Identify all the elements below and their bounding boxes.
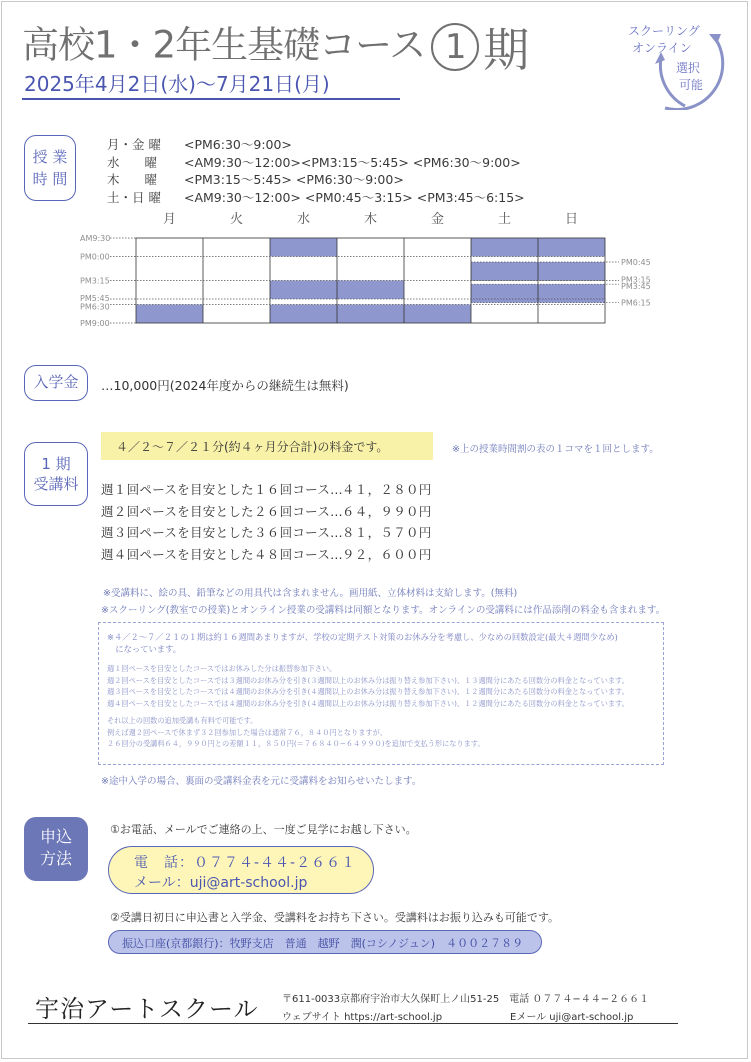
fee-note-materials: ※受講料に、絵の具、鉛筆などの用具代は含まれません。画用紙、立体材料は支給します。(無料) [103,588,518,599]
fee-price: ８１，５７０円 [342,525,432,540]
term-dates: 2025年4月2日(水)〜7月21日(月) [24,72,330,96]
section-label-apply: 申込 方法 [24,817,88,881]
time-label-right: PM6:15 [621,298,651,308]
schedule-row [107,170,525,188]
section-label-lessons: 授 業 時 間 [24,135,76,201]
fee-row [101,523,432,545]
weekday-label: 金 [430,212,445,227]
time-label-left: PM9:00 [80,319,110,328]
time-label-left: PM6:30 [80,302,110,312]
school-website[interactable]: ウェブサイト https://art-school.jp [282,1012,443,1023]
fee-price: ９２，６００円 [342,546,432,562]
timetable-block [471,262,538,280]
fee-price: ６４，９９０円 [342,503,432,519]
schedule-days: 土・日 曜 [107,189,161,205]
fee-side-note: ※上の授業時間割の表の１コマを１回とします。 [452,444,659,455]
option-scholing: スクーリング [628,24,700,38]
time-label-left: PM5:45 [80,293,110,303]
option-online: オンライン [632,41,692,55]
fee-period-text: ４／２〜７／２１分(約４ヶ月分合計)の料金です。 [116,440,389,454]
admission-fee: …10,000円(2024年度からの継続生は無料) [101,378,349,393]
schedule-row [107,153,525,171]
fee-detail-line: 週４回ペースを目安としたコースでは４週間のお休み分を引き(４週間以上のお休み分は振り替え参加下さい)、１２週間分にあたる回数分の料金となっています。 [107,698,629,708]
fee-note-online: ※スクーリング(教室での授業)とオンライン授業の受講料は同額となります。オンラインの受講料には作品添削の料金も含まれます。 [101,605,666,616]
timetable-block [270,238,337,256]
schedule-days: 月・金 曜 [107,137,161,152]
school-address: 〒611-0033京都府宇治市大久保町上ノ山51-25 電話 ０７７４−４４−２６６１ [282,994,650,1005]
timetable-block [337,281,404,299]
timetable-block [270,305,337,323]
fee-price: ４１，２８０円 [342,482,432,497]
footer-line [28,1023,678,1024]
schedule-days: 水 曜 [107,154,158,170]
section-label-admission: 入学金 [24,365,88,401]
apply-step2: ②受講日初日に申込書と入学金、受講料をお持ち下さい。受講料はお振り込みも可能です。 [110,911,559,924]
timetable-block [471,238,538,256]
fee-row [101,545,432,567]
fee-course: 週２回ペースを目安とした２６回コース… [101,503,343,519]
school-name: 宇治アートスクール [35,995,259,1023]
email-address[interactable]: メール：uji@art-school.jp [134,875,308,891]
schedule-times: <AM9:30〜12:00> <PM0:45〜3:15> <PM3:45〜6:15> [184,189,525,205]
fee-course: 週４回ペースを目安とした４８回コース… [101,546,343,562]
fee-detail-line: 週１回ペースを目安としたコースではお休みした分は振替参加下さい。 [107,664,337,673]
fee-detail-line: ２６回分の受講料６４，９９０円との差額１１，８５０円(＝７６８４０−６４９９０)を追加で支払う形になります。 [107,739,485,748]
time-label-left: PM3:15 [80,276,110,286]
weekday-label: 火 [229,212,244,227]
weekday-label: 水 [296,212,311,227]
time-label-left: AM9:30 [80,234,111,243]
option-select: 選択 [676,61,701,75]
fee-details-text [107,631,629,750]
option-possible: 可能 [679,78,704,92]
section-label-fees: 1 期 受講料 [24,442,88,506]
schedule-times: <PM3:15〜5:45> <PM6:30〜9:00> [184,172,404,187]
schedule-days: 木 曜 [107,172,158,187]
page-title: 高校1・2年生基礎コース 1 期 [22,23,529,77]
schedule-list [107,135,525,205]
schedule-times: <PM6:30〜9:00> [184,137,292,152]
midterm-note: ※途中入学の場合、裏面の受講料金表を元に受講料をお知らせいたします。 [101,776,422,787]
timetable-block [136,305,203,323]
title-underline [22,98,400,100]
timetable-block [538,238,605,256]
timetable-block [538,284,605,302]
fee-detail-line: 週２回ペースを目安としたコースでは３週間のお休み分を引き(３週間以上のお休み分は振り替え参加下さい)、１３週間分にあたる回数分の料金となっています。 [107,675,629,685]
weekday-label: 土 [497,212,512,227]
timetable-block [538,262,605,280]
schedule-times: <AM9:30〜12:00><PM3:15〜5:45> <PM6:30〜9:00> [184,154,521,170]
fee-detail-line: 例えば週２回ペースで休まず３２回参加した場合は通常７６，８４０円となりますが、 [107,727,387,737]
fee-row [101,480,432,502]
fee-course: 週３回ペースを目安とした３６回コース… [101,525,343,540]
time-label-right: PM3:15 [621,275,651,285]
time-label-left: PM0:00 [80,252,110,262]
time-label-right: PM0:45 [621,258,651,268]
apply-step1: ①お電話、メールでご連絡の上、一度ご見学にお越し下さい。 [110,823,417,836]
timetable-block [270,281,337,299]
schedule-row [107,188,525,206]
time-label-right: PM3:45 [621,282,651,292]
timetable-chart [80,205,680,335]
timetable-block [471,284,538,302]
phone-number[interactable]: 電 話：０７７４-４４-２６６１ [134,855,357,871]
timetable-block [404,305,471,323]
fee-detail-line: それ以上の回数の追加受講も有料で可能です。 [107,716,258,725]
fee-detail-line: ※４／２〜７／２１の１期は約１６週間あまりますが、学校の定期テスト対策のお休み分を考慮し、少なめの回数設定(最大４週間少なめ) [107,632,618,642]
school-email[interactable]: Eメール uji@art-school.jp [510,1012,634,1023]
fee-detail-line: 週３回ペースを目安としたコースでは４週間のお休み分を引き(４週間以上のお休み分は振り替え参加下さい)、１２週間分にあたる回数分の料金となっています。 [107,687,629,696]
fee-course: 週１回ペースを目安とした１６回コース… [101,482,343,497]
bank-account: 振込口座(京都銀行)：牧野支店 普通 越野 潤(コシノジュン) ４００２７８９ [122,937,524,950]
timetable-block [337,305,404,323]
fee-table [101,480,432,566]
weekday-label: 日 [564,212,579,227]
fee-detail-line: になっています。 [107,644,182,654]
schedule-row [107,135,525,153]
fee-row [101,502,432,524]
term-number-circle: 1 [431,23,479,71]
weekday-label: 月 [162,212,177,227]
weekday-label: 木 [363,212,378,227]
